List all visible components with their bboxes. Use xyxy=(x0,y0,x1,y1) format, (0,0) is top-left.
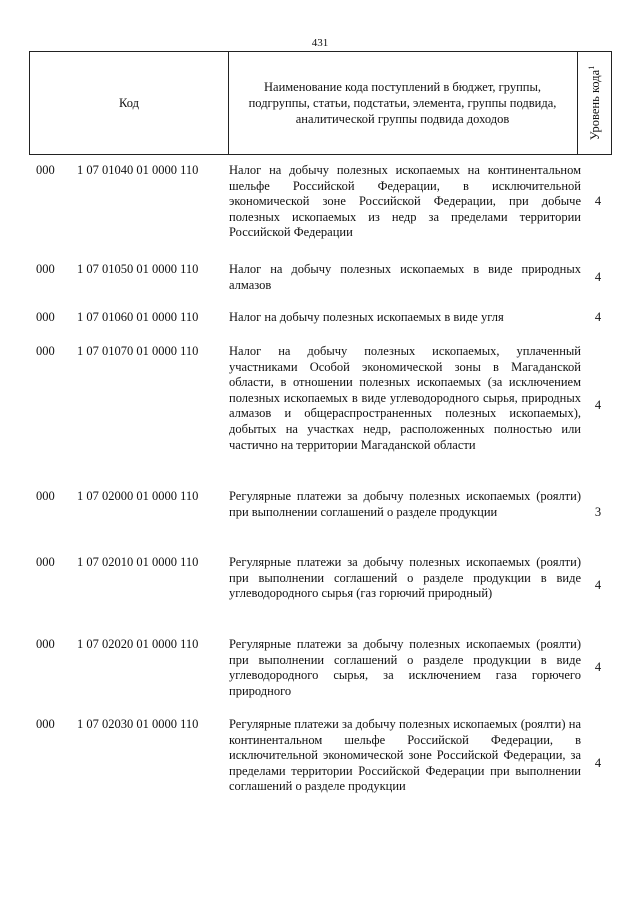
row-income-code: 1 07 02010 01 0000 110 xyxy=(77,555,199,569)
row-name: Налог на добычу полезных ископаемых в виде угля xyxy=(229,310,504,324)
row-admin-code: 000 xyxy=(36,489,55,503)
header-code-label: Код xyxy=(119,95,139,110)
row-admin-code: 000 xyxy=(36,555,55,569)
row-income-code: 1 07 01040 01 0000 110 xyxy=(77,163,199,177)
row-name: Регулярные платежи за добычу полезных ископаемых (роялти) при выполнении соглашений о разделе продукции xyxy=(229,489,581,519)
row-admin-code: 000 xyxy=(36,717,55,731)
row-admin-code: 000 xyxy=(36,163,55,177)
header-level-footnote: 1 xyxy=(586,65,596,70)
row-level: 4 xyxy=(594,756,602,770)
row-level: 4 xyxy=(594,578,602,592)
row-income-code: 1 07 01060 01 0000 110 xyxy=(77,310,199,324)
row-name: Регулярные платежи за добычу полезных ископаемых (роялти) при выполнении соглашений о разделе продукции в виде углеводородного сырья (газ горючий природный) xyxy=(229,555,581,601)
row-admin-code: 000 xyxy=(36,637,55,651)
row-income-code: 1 07 02000 01 0000 110 xyxy=(77,489,199,503)
table-header xyxy=(29,51,612,155)
row-income-code: 1 07 01050 01 0000 110 xyxy=(77,262,199,276)
row-name: Регулярные платежи за добычу полезных ископаемых (роялти) при выполнении соглашений о разделе продукции в виде углеводородного сырья, за исключением газа горючего природного xyxy=(229,637,581,698)
row-admin-code: 000 xyxy=(36,310,55,324)
row-admin-code: 000 xyxy=(36,262,55,276)
header-level-label: Уровень кода xyxy=(587,69,602,141)
header-code xyxy=(30,52,229,154)
row-income-code: 1 07 02020 01 0000 110 xyxy=(77,637,199,651)
header-level xyxy=(578,52,611,154)
row-name: Налог на добычу полезных ископаемых в виде природных алмазов xyxy=(229,262,581,292)
row-level: 4 xyxy=(594,660,602,674)
row-level: 4 xyxy=(594,194,602,208)
row-income-code: 1 07 02030 01 0000 110 xyxy=(77,717,199,731)
row-admin-code: 000 xyxy=(36,344,55,358)
page-number: 431 xyxy=(311,37,329,49)
header-name xyxy=(228,52,578,154)
row-level: 4 xyxy=(594,270,602,284)
header-level-rotated xyxy=(586,66,602,140)
row-name: Налог на добычу полезных ископаемых, уплаченный участниками Особой экономической зоны в Магаданской области, в отношении полезных ископаемых (за исключением полезных ископаемых в виде углеводородного сырья, природных алмазов и общераспространенных полезных ископаемых), добытых на участках недр, расположенных полностью или частично на территории Магаданской области xyxy=(229,344,581,452)
row-level: 4 xyxy=(594,310,602,324)
row-income-code: 1 07 01070 01 0000 110 xyxy=(77,344,199,358)
row-name: Налог на добычу полезных ископаемых на континентальном шельфе Российской Федерации, в исключительной экономической зоне Российской Федерации, при добыче полезных ископаемых из недр за пределами территории Российской Федерации xyxy=(229,163,581,240)
row-level: 4 xyxy=(594,398,602,412)
row-name: Регулярные платежи за добычу полезных ископаемых (роялти) на континентальном шельфе Российской Федерации, в исключительной экономической зоне Российской Федерации, за пределами территории Российской Федерации при выполнении соглашений о разделе продукции xyxy=(229,717,581,794)
header-name-label: Наименование кода поступлений в бюджет, группы, подгруппы, статьи, подстатьи, элемента, группы подвида, аналитической группы подвида доходов xyxy=(248,80,557,126)
row-level: 3 xyxy=(594,505,602,519)
